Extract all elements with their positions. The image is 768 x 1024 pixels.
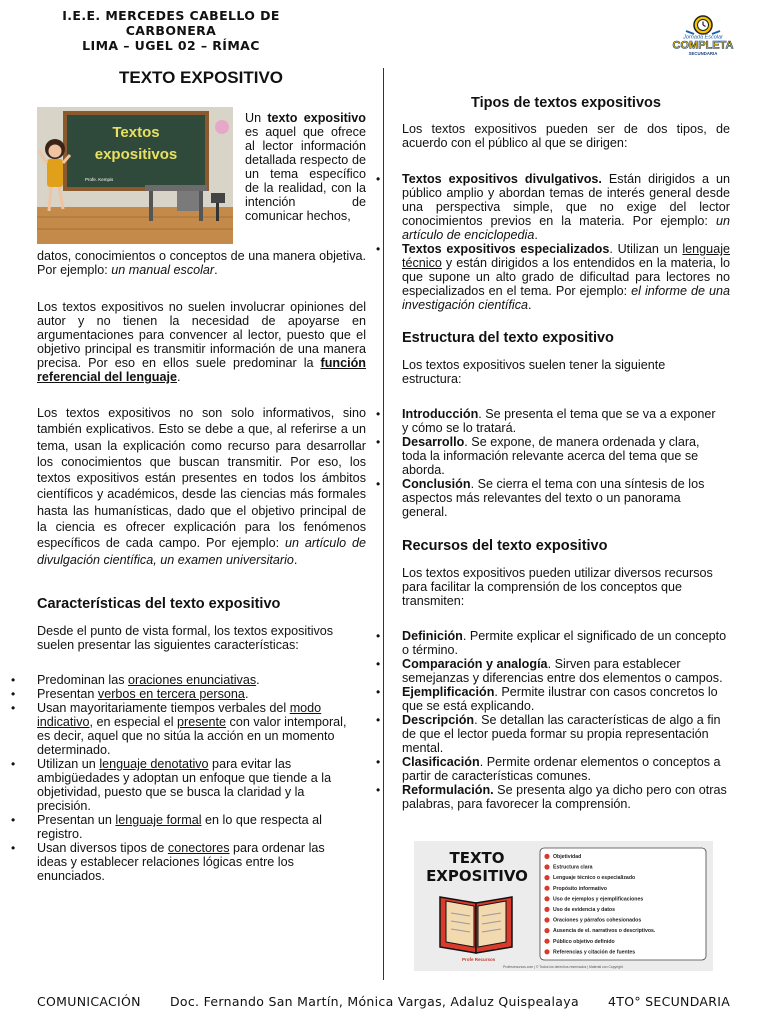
infographic-item: Uso de evidencia y datos: [553, 907, 615, 913]
list-item: • Ejemplificación. Permite ilustrar con casos concretos lo que se está explicando.: [402, 685, 730, 713]
list-item: • Usan mayoritariamente tiempos verbales del modo indicativo, en especial el presente con valor intemporal, es decir, aquel que no sitúa la acción en un momento determinado.: [37, 701, 347, 757]
infographic-item: Oraciones y párrafos cohesionados: [553, 917, 642, 924]
svg-text:Profesrecursos.com | © Todos l: Profesrecursos.com | © Todos los derechos reservados | Material con Copyright: [503, 965, 623, 969]
page-title: TEXTO EXPOSITIVO: [118, 68, 284, 87]
bullet-icon: [544, 907, 549, 912]
infographic-item: Lenguaje técnico o especializado: [553, 875, 636, 882]
list-item: • Desarrollo. Se expone, de manera ordenada y clara, toda la información relevante acerca del tema que se aborda.: [402, 435, 722, 477]
heading-estructura: Estructura del texto expositivo: [402, 330, 614, 346]
heading-tipos: Tipos de textos expositivos: [471, 95, 661, 111]
caracteristicas-intro: Desde el punto de vista formal, los textos expositivos suelen presentar las siguientes características:: [37, 624, 334, 652]
link-oraciones-enunciativas[interactable]: oraciones enunciativas: [128, 673, 257, 687]
infographic-item: Estructura clara: [553, 864, 593, 871]
paragraph-3: Los textos expositivos no son solo informativos, sino también explicativos. Esto se debe a que, al referirse a un tema, usan la explicación como recurso para desarrollar los conocimientos que buscan transmitir. Por eso, los textos expositivos están presentes en todos los ámbitos científicos y académicos, desde las ciencias más formales hasta las humanísticas, dado que el objetivo principal de la ciencia es ofrecer explicación para los fenómenos específicos de cada campo. Por ejemplo: un artículo de divulgación científica, un examen universitario.: [37, 406, 366, 567]
caracteristicas-list: [37, 673, 347, 883]
link-lenguaje-denotativo[interactable]: lenguaje denotativo: [99, 757, 209, 771]
list-item: • Textos expositivos especializados. Utilizan un lenguaje técnico y están dirigidos a los entendidos en la materia, lo que supone un alto grado de dificultad para lectores no especializados en el tema. Por ejemplo: el informe de una investigación científica.: [402, 242, 730, 312]
svg-text:EXPOSITIVO: EXPOSITIVO: [426, 867, 528, 885]
tipos-list: [402, 172, 730, 312]
footer-subject: COMUNICACIÓN: [37, 994, 141, 1009]
infographic-item: Uso de ejemplos y ejemplificaciones: [553, 896, 644, 903]
heading-recursos: Recursos del texto expositivo: [402, 538, 608, 554]
infographic-item: Objetividad: [553, 854, 582, 860]
list-item: • Usan diversos tipos de conectores para ordenar las ideas y establecer relaciones lógicas entre los enunciados.: [37, 841, 347, 883]
svg-text:TEXTO: TEXTO: [449, 849, 505, 867]
link-lenguaje-formal[interactable]: lenguaje formal: [115, 813, 202, 827]
list-item: • Utilizan un lenguaje denotativo para evitar las ambigüedades y adoptan un enfoque que tiende a la objetividad, puesto que se busca la claridad y la precisión.: [37, 757, 347, 813]
link-conectores[interactable]: conectores: [167, 841, 230, 855]
bullet-icon: [544, 939, 549, 944]
bullet-icon: [544, 875, 549, 880]
paragraph-2: Los textos expositivos no suelen involucrar opiniones del autor y no tienen la necesidad de apoyarse en argumentaciones para convencer al lector, puesto que el objetivo principal es transmitir información de una manera precisa. Por eso en ellos suele predominar la función referencial del lenguaje.: [37, 300, 366, 384]
link-funcion-referencial[interactable]: función referencial del lenguaje: [37, 356, 366, 384]
bullet-icon: [544, 949, 549, 954]
list-item: • Predominan las oraciones enunciativas.: [37, 673, 347, 687]
texto-expositivo-infographic: [414, 841, 713, 971]
link-verbos-tercera-persona[interactable]: verbos en tercera persona: [97, 687, 245, 701]
tipos-intro: Los textos expositivos pueden ser de dos tipos, de acuerdo con el público al que se dirigen:: [402, 122, 730, 150]
list-item: • Clasificación. Permite ordenar elementos o conceptos a partir de características comunes.: [402, 755, 730, 783]
infographic-item: Ausencia de el. narrativos o descriptivos.: [553, 928, 656, 935]
svg-text:Textos: Textos: [112, 124, 160, 141]
list-item: • Textos expositivos divulgativos. Están dirigidos a un público amplio y abordan temas de interés general desde una perspectiva simple, que no exige del lector conocimientos previos en la materia. Por ejemplo: un artículo de enciclopedia.: [402, 172, 730, 242]
jornada-completa-logo: [670, 14, 736, 58]
link-modo-indicativo[interactable]: modo indicativo: [37, 701, 322, 729]
school-name: I.E.E. MERCEDES CABELLO DE CARBONERA LIMA – UGEL 02 – RÍMAC: [62, 8, 280, 53]
link-lenguaje-tecnico[interactable]: lenguaje técnico: [402, 242, 730, 270]
bullet-icon: [544, 896, 549, 901]
svg-text:Profe. Kempis: Profe. Kempis: [85, 177, 114, 182]
textos-expositivos-image: [37, 107, 233, 244]
bullet-icon: [544, 854, 549, 859]
list-item: • Conclusión. Se cierra el tema con una síntesis de los aspectos más relevantes del texto o un panorama general.: [402, 477, 722, 519]
term-texto-expositivo: texto expositivo: [267, 111, 366, 125]
list-item: • Definición. Permite explicar el significado de un concepto o término.: [402, 629, 730, 657]
list-item: • Descripción. Se detallan las características de algo a fin de que el lector pueda formar su propia representación mental.: [402, 713, 730, 755]
estructura-list: [402, 407, 722, 519]
footer-authors: Doc. Fernando San Martín, Mónica Vargas, Adaluz Quispealaya: [170, 994, 579, 1009]
footer-grade: 4TO° SECUNDARIA: [608, 994, 731, 1009]
list-item: • Introducción. Se presenta el tema que se va a exponer y cómo se lo tratará.: [402, 407, 722, 435]
infographic-item: Propósito informativo: [553, 885, 607, 892]
intro-paragraph-continuation: datos, conocimientos o conceptos de una manera objetiva. Por ejemplo: un manual escolar.: [37, 249, 366, 277]
open-book-icon: [440, 897, 512, 953]
list-item: • Reformulación. Se presenta algo ya dicho pero con otras palabras, para favorecer la comprensión.: [402, 783, 730, 811]
estructura-intro: Los textos expositivos suelen tener la siguiente estructura:: [402, 358, 666, 386]
list-item: • Presentan un lenguaje formal en lo que respecta al registro.: [37, 813, 347, 841]
intro-paragraph: Un texto expositivo es aquel que ofrece al lector información detallada respecto de un tema específico de la realidad, con la intención de comunicar hechos,: [245, 111, 366, 223]
recursos-list: [402, 629, 730, 811]
svg-text:SECUNDARIA: SECUNDARIA: [688, 51, 718, 56]
bullet-icon: [544, 928, 549, 933]
bullet-icon: [544, 917, 549, 922]
infographic-item: Referencias y citación de fuentes: [553, 949, 636, 956]
list-item: • Comparación y analogía. Sirven para establecer semejanzas y diferencias entre dos elementos o campos.: [402, 657, 730, 685]
list-item: • Presentan verbos en tercera persona.: [37, 687, 347, 701]
bullet-icon: [544, 886, 549, 891]
svg-text:expositivos: expositivos: [94, 146, 178, 163]
bullet-icon: [544, 864, 549, 869]
svg-text:Profe Recursos: Profe Recursos: [462, 957, 496, 962]
svg-text:Jornada Escolar: Jornada Escolar: [683, 34, 723, 41]
column-divider: [383, 68, 384, 980]
link-presente[interactable]: presente: [177, 715, 227, 729]
recursos-intro: Los textos expositivos pueden utilizar diversos recursos para facilitar la comprensión de los conceptos que transmiten:: [402, 566, 713, 608]
svg-text:COMPLETA: COMPLETA: [672, 39, 734, 52]
heading-caracteristicas: Características del texto expositivo: [37, 596, 281, 612]
infographic-item: Público objetivo definido: [553, 938, 615, 945]
